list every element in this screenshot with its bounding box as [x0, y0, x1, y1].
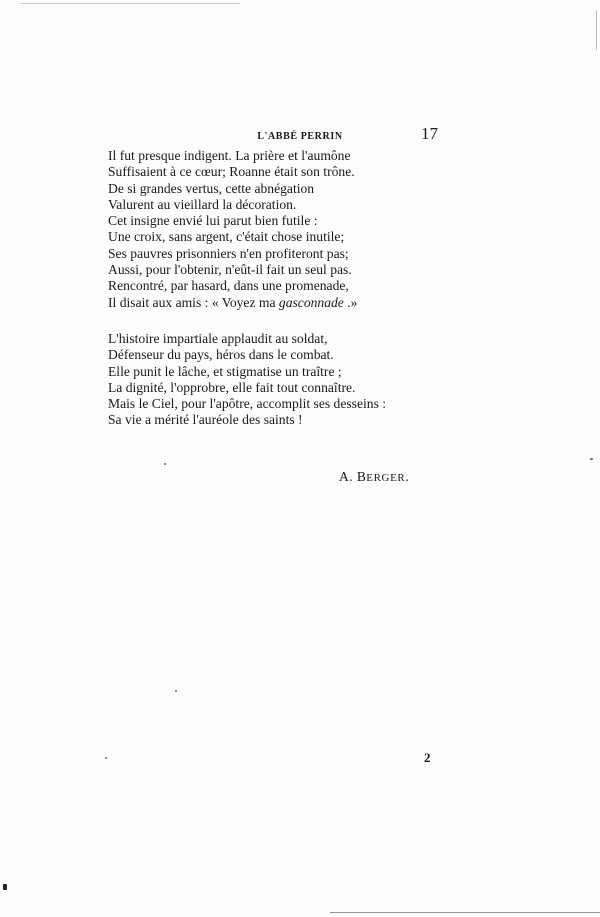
poem-line: Suffisaient à ce cœur; Roanne était son trône.	[108, 164, 355, 180]
scan-speck	[3, 884, 7, 890]
scan-edge-line	[330, 912, 600, 913]
poem-line	[108, 295, 357, 311]
poem-stanza-2	[108, 331, 386, 429]
signature-period: .	[405, 469, 410, 484]
poem-line: Sa vie a mérité l'auréole des saints !	[108, 412, 303, 428]
signature-mark: 2	[424, 750, 431, 765]
scan-speck	[590, 458, 593, 460]
poem-line: Il fut presque indigent. La prière et l'aumône	[108, 148, 351, 163]
poem-line: Rencontré, par hasard, dans une promenade,	[108, 278, 349, 294]
poem-line: Défenseur du pays, héros dans le combat.	[108, 347, 334, 363]
poem-line: Elle punit le lâche, et stigmatise un traître ;	[108, 363, 342, 379]
poem-line-end: .»	[343, 294, 358, 310]
poem-line: Ses pauvres prisonniers n'en profiteront pas;	[108, 245, 349, 261]
scan-speck	[175, 690, 177, 692]
poem-line: Une croix, sans argent, c'était chose inutile;	[108, 229, 345, 245]
author-signature	[339, 469, 409, 485]
poem-line: Aussi, pour l'obtenir, n'eût-il fait un seul pas.	[108, 262, 352, 278]
poem-line-start: Il disait aux amis : « Voyez ma	[108, 294, 279, 310]
page-number: 17	[421, 124, 438, 143]
scan-edge-line	[20, 3, 240, 4]
running-title: L'ABBÉ PERRIN	[257, 131, 343, 142]
signature-initial: A. B	[339, 469, 367, 484]
poem-line: Valurent au vieillard la décoration.	[108, 196, 297, 212]
signature-surname: ERGER	[366, 472, 406, 484]
poem-line: La dignité, l'opprobre, elle fait tout connaître.	[108, 379, 356, 395]
italic-word: gasconnade	[278, 294, 344, 310]
poem-line: Mais le Ciel, pour l'apôtre, accomplit ses desseins :	[108, 396, 387, 412]
scan-speck	[164, 463, 166, 465]
poem-stanza-1	[108, 148, 357, 311]
scan-speck	[105, 757, 107, 759]
poem-line: Cet insigne envié lui parut bien futile :	[108, 213, 318, 229]
poem-line: L'histoire impartiale applaudit au soldat,	[108, 331, 328, 346]
scan-edge-line	[596, 10, 597, 50]
poem-line: De si grandes vertus, cette abnégation	[108, 180, 315, 196]
